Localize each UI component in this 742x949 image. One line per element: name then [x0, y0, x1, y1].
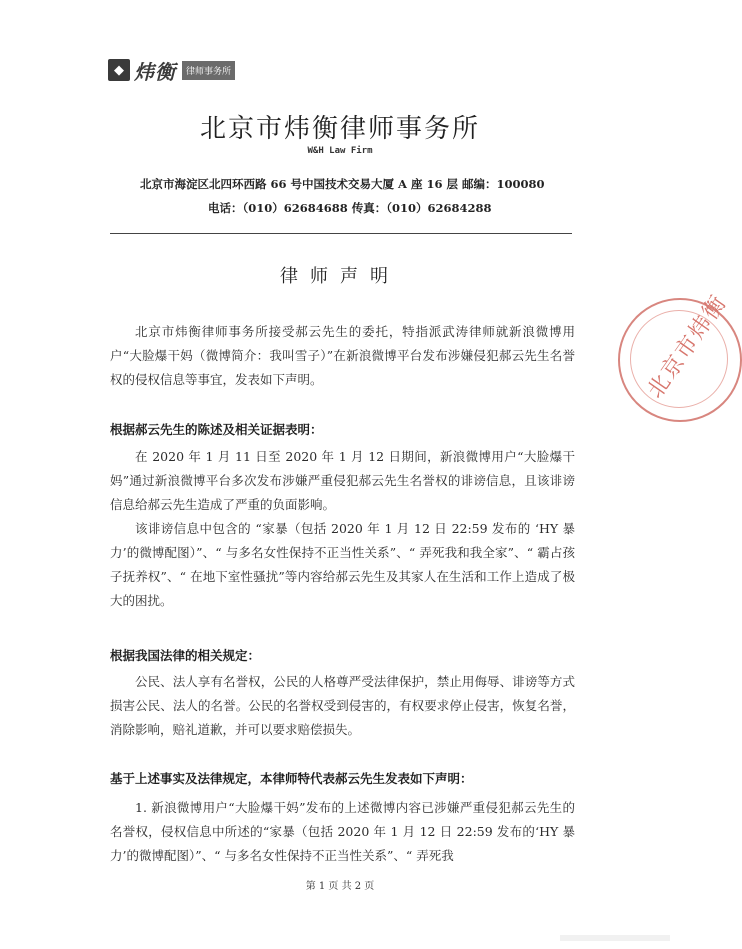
section1-heading: 根据郝云先生的陈述及相关证据表明：	[110, 422, 323, 437]
section1-paragraph-2: 该诽谤信息中包含的 “家暴（包括 2020 年 1 月 12 日 22:59 发布的 ‘HY 暴力’的微博配图）”、“ 与多名女性保持不正当性关系”、“ 弄死我和我全家”、“ 霸占孩子抚养权”、“ 在地下室性骚扰”等内容给郝云先生及其家人在生活和工作上造成了极大的困扰。	[110, 521, 575, 608]
firm-name: 北京市炜衡律师事务所	[199, 114, 480, 144]
page-footer: 第 1 页 共 2 页	[305, 881, 375, 892]
section3-body	[110, 796, 575, 868]
header-divider	[110, 233, 572, 234]
firm-logo	[108, 56, 235, 84]
section2-body	[110, 670, 575, 742]
firm-address: 北京市海淀区北四环西路 66 号中国技术交易大厦 A 座 16 层 邮编：100080	[140, 177, 545, 191]
section1-body	[110, 445, 575, 613]
intro-text: 北京市炜衡律师事务所接受郝云先生的委托，特指派武涛律师就新浪微博用户“大脸爆干妈（微博简介：我叫雪子）”在新浪微博平台发布涉嫌侵犯郝云先生名誉权的侵权信息等事宜，发表如下声明。	[110, 324, 575, 387]
seal-text: 北京市炜衡	[642, 290, 733, 403]
firm-name-en: W&H Law Firm	[307, 146, 373, 156]
document-title: 律师声明	[280, 266, 400, 287]
firm-contact: 电话：（010）62684688 传真：（010）62684288	[208, 201, 492, 215]
watermark	[560, 935, 670, 941]
intro-paragraph	[110, 320, 575, 392]
section3-paragraph-1: 1. 新浪微博用户“大脸爆干妈”发布的上述微博内容已涉嫌严重侵犯郝云先生的名誉权，侵权信息中所述的“家暴（包括 2020 年 1 月 12 日 22:59 发布的‘HY 暴力’的微博配图）”、“ 与多名女性保持不正当性关系”、“ 弄死我	[110, 800, 575, 863]
logo-tagline: 律师事务所	[182, 61, 235, 80]
official-seal	[618, 290, 742, 422]
logo-name: 炜衡	[134, 59, 176, 84]
logo-mark-icon: ◆	[108, 59, 130, 81]
section2-paragraph-1: 公民、法人享有名誉权，公民的人格尊严受法律保护，禁止用侮辱、诽谤等方式损害公民、法人的名誉。公民的名誉权受到侵害的，有权要求停止侵害，恢复名誉，消除影响，赔礼道歉，并可以要求赔偿损失。	[110, 674, 575, 737]
section1-paragraph-1: 在 2020 年 1 月 11 日至 2020 年 1 月 12 日期间，新浪微博用户“大脸爆干妈”通过新浪微博平台多次发布涉嫌严重侵犯郝云先生名誉权的诽谤信息，且该诽谤信息给郝云先生造成了严重的负面影响。	[110, 449, 575, 512]
section2-heading: 根据我国法律的相关规定：	[110, 648, 261, 663]
section3-heading: 基于上述事实及法律规定，本律师特代表郝云先生发表如下声明：	[110, 771, 473, 786]
